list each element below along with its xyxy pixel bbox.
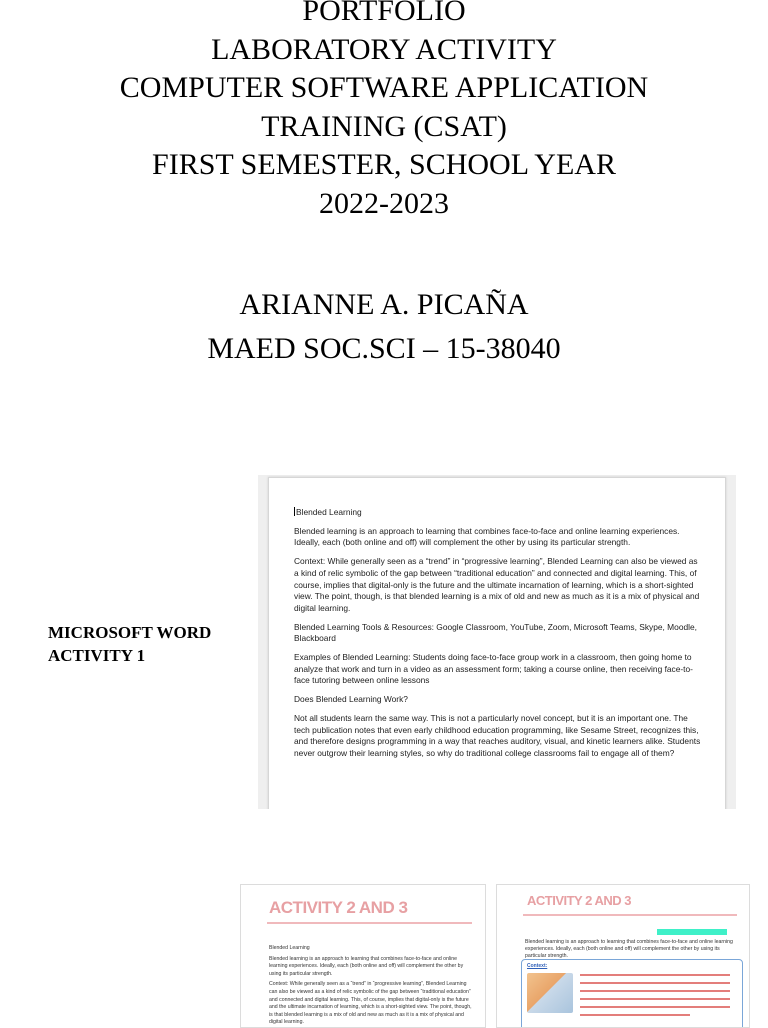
title-line: 2022-2023: [319, 186, 449, 220]
heading-rule: [267, 922, 472, 924]
thumb-doc-heading: Blended Learning: [269, 945, 310, 951]
author-program: MAED SOC.SCI – 15-38040: [207, 332, 561, 365]
word-document-text: [294, 507, 704, 767]
text-cursor: [294, 507, 295, 516]
red-text-line: [580, 990, 730, 992]
thumb-text: [269, 945, 475, 1028]
doc-paragraph: Examples of Blended Learning: Students doing face-to-face group work in a classroom, then going home to analyze that work and turn in a video as an assessment form; taking a course online, then receiving face-to-face tutoring between online lessons: [294, 652, 693, 686]
red-text-line: [580, 1006, 730, 1008]
title-line: PORTFOLIO: [302, 0, 466, 27]
activity2-thumbnail-right: [496, 884, 750, 1028]
red-text-line: [580, 982, 730, 984]
thumb-paragraph: Blended learning is an approach to learning that combines face-to-face and online learning experiences. Ideally, each (both online and off) will complement the other by using its particular strength.: [269, 955, 464, 977]
title-line: COMPUTER SOFTWARE APPLICATION: [119, 71, 649, 104]
doc-paragraph: Not all students learn the same way. This is not a particularly novel concept, but it is an important one. The tech publication notes that even early childhood education programming, like Sesame Street, recognizes this, and therefore designs programming in a way that reaches auditory, visual, and kinetic learners alike. Students never outgrow their learning styles, so why do traditional college classrooms fail to engage all of them?: [294, 712, 701, 758]
red-text-line: [580, 998, 730, 1000]
doc-paragraph: Context: While generally seen as a “trend” in “progressive learning”, Blended Learning can also be viewed as a kind of relic symbolic of the gap between “traditional education” and connected and digital learning. This, of course, implies that digital-only is the future and the ultimate incarnation of learning, which is a short-sighted view. The point, though, is that blended learning is a mix of old and new as much as it is a mix of physical and digital learning.: [294, 556, 700, 613]
title-line: LABORATORY ACTIVITY: [211, 32, 557, 66]
author-name: ARIANNE A. PICAÑA: [239, 288, 529, 321]
thumb-heading: ACTIVITY 2 AND 3: [527, 893, 631, 908]
activity1-label-line: ACTIVITY 1: [48, 646, 146, 665]
activity1-label-line: MICROSOFT WORD: [48, 623, 212, 642]
classroom-image: [527, 973, 573, 1013]
context-title: Context:: [527, 963, 548, 969]
red-text-line: [580, 1014, 690, 1016]
doc-heading: Blended Learning: [296, 507, 362, 517]
author-info: [0, 283, 768, 371]
doc-paragraph: Does Blended Learning Work?: [294, 694, 408, 705]
title-line: TRAINING (CSAT): [261, 109, 507, 143]
doc-paragraph: Blended Learning Tools & Resources: Google Classroom, YouTube, Zoom, Microsoft Teams, Skype, Moodle, Blackboard: [294, 621, 697, 644]
activity1-label: [48, 621, 258, 667]
portfolio-title: [0, 0, 768, 223]
context-box: [521, 959, 743, 1028]
heading-rule: [523, 914, 737, 916]
activity2-thumbnail-left: [240, 884, 486, 1028]
highlight-bar: [657, 929, 727, 935]
word-page: [268, 477, 726, 809]
title-line: FIRST SEMESTER, SCHOOL YEAR: [152, 148, 616, 181]
doc-paragraph: Blended learning is an approach to learning that combines face-to-face and online learning experiences. Ideally, each (both online and off) will complement the other by using its particular strength.: [294, 525, 680, 548]
word-document-screenshot: [258, 475, 736, 809]
red-text-line: [580, 974, 730, 976]
thumb-heading: ACTIVITY 2 AND 3: [269, 898, 408, 917]
thumb-paragraph: Context: While generally seen as a “trend” in “progressive learning”, Blended Learning can also be viewed as a kind of relic symbolic of the gap between “traditional education” and connected and digital learning. This, of course, implies that digital-only is the future and the ultimate incarnation of learning, which is a short-sighted view. The point, though, is that blended learning is a mix of old and new as much as it is a mix of physical and digital learning.: [269, 981, 472, 1026]
thumb-paragraph: Blended learning is an approach to learning that combines face-to-face and online learning experiences. Ideally, each (both online and off) will complement the other by using its particular strength.: [525, 939, 733, 959]
